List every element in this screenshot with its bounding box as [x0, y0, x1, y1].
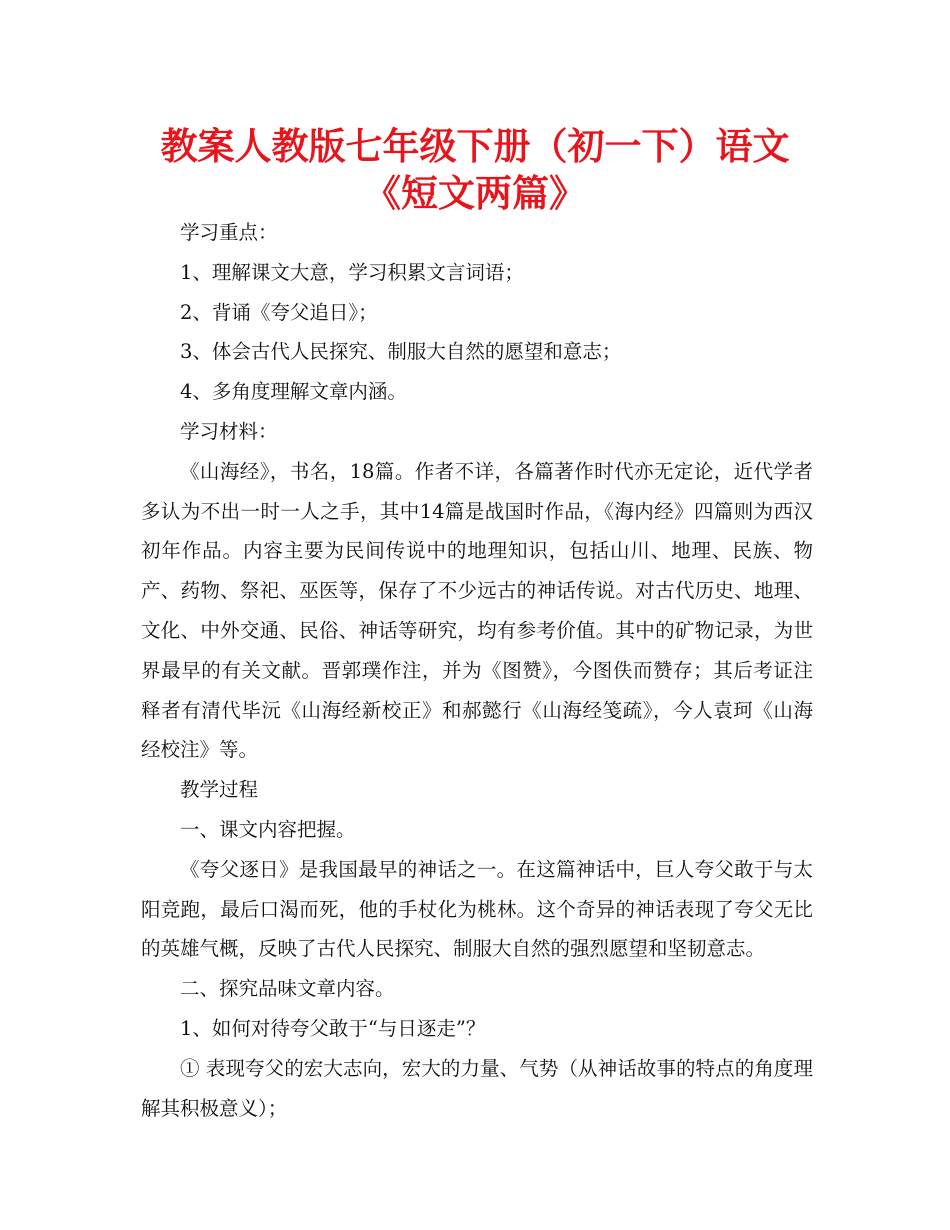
question-1: 1、如何对待夸父敢于“与日逐走”？	[180, 1016, 486, 1040]
material-paragraph: 《山海经》，书名，18篇。作者不详，各篇著作时代亦无定论，近代学者多认为不出一时一人之手，其中14篇是战国时作品，《海内经》四篇则为西汉初年作品。内容主要为民间传说中的地理知识，包括山川、地理、民族、物产、药物、祭祀、巫医等，保存了不少远古的神话传说。对古代历史、地理、文化、中外交通、民俗、神话等研究，均有参考价值。其中的矿物记录，为世界最早的有关文献。晋郭璞作注，并为《图赞》，今图佚而赞存；其后考证注释者有清代毕沅《山海经新校正》和郝懿行《山海经笺疏》，今人袁珂《山海经校注》等。	[141, 459, 813, 762]
document-title-line-2: 《短文两篇》	[364, 172, 586, 215]
document-title-line-1: 教案人教版七年级下册（初一下）语文	[160, 125, 790, 168]
heading-study-focus: 学习重点：	[180, 221, 278, 244]
focus-item-2: 2、背诵《夸父追日》；	[180, 300, 378, 324]
section-1-heading: 一、课文内容把握。	[180, 817, 356, 841]
answer-1-point-1: ① 表现夸父的宏大志向，宏大的力量、气势（从神话故事的特点的角度理解其积极意义）；	[141, 1056, 813, 1120]
heading-study-material: 学习材料：	[180, 419, 278, 443]
section-1-paragraph: 《夸父逐日》是我国最早的神话之一。在这篇神话中，巨人夸父敢于与太阳竞跑，最后口渴而死，他的手杖化为桃林。这个奇异的神话表现了夸父无比的英雄气概，反映了古代人民探究、制服大自然的强烈愿望和坚韧意志。	[141, 857, 813, 961]
focus-item-4: 4、多角度理解文章内涵。	[180, 380, 407, 404]
focus-item-3: 3、体会古代人民探究、制服大自然的愿望和意志；	[180, 340, 622, 364]
section-2-heading: 二、探究品味文章内容。	[180, 977, 395, 1001]
heading-teaching-process: 教学过程	[180, 778, 259, 802]
document-body	[141, 213, 813, 1128]
focus-item-1: 1、理解课文大意，学习积累文言词语；	[180, 260, 524, 284]
